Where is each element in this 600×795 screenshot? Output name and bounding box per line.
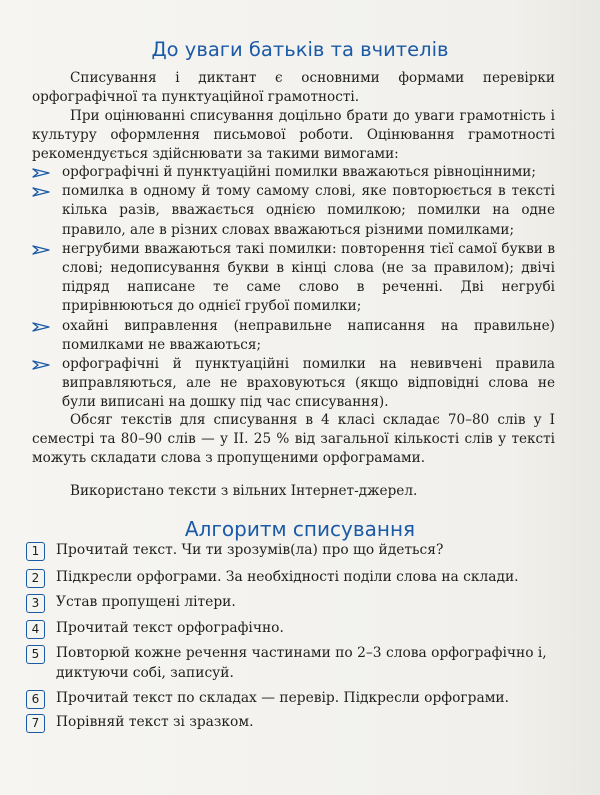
step-number-badge: 4 [26,620,45,639]
step-text: Прочитай текст. Чи ти зрозумів(ла) про що йдеться? [56,542,444,558]
list-item [26,568,556,588]
arrow-bullet-icon [32,245,50,255]
list-item [32,355,555,413]
algorithm-title: Алгоритм списування [184,517,416,541]
step-text: Повторюй кожне речення частинами по 2–3 слова орфографічно і, диктуючи собі, записуй. [56,645,547,681]
step-text: Устав пропущені літери. [56,594,236,611]
step-number-badge: 1 [26,542,45,561]
grading-rules-list [32,163,555,413]
list-item [26,593,556,613]
step-number-badge: 6 [26,690,45,709]
step-number-badge: 3 [26,594,45,613]
step-number-badge: 5 [26,645,45,664]
rule-text: орфографічні й пунктуаційні помилки вважаються рівноцінними; [62,164,536,180]
notice-paragraph-3: Обсяг текстів для списування в 4 класі складає 70–80 слів у I семестрі та 80–90 слів — у II. 25 % від загальної кількості слів у тексті можуть складати слова з пропущеними орфограмами. [32,412,555,467]
list-item [26,713,556,733]
arrow-bullet-icon [32,168,50,178]
rule-text: орфографічні й пунктуаційні помилки на невивчені правила виправляються, але не враховуються (якщо відповідні слова не були виписані на дошку під час списування). [62,356,555,411]
arrow-bullet-icon [32,187,50,197]
notice-paragraph-1: Списування і диктант є основними формами перевірки орфографічної та пунктуаційної грамотності. [32,70,555,106]
arrow-bullet-icon [32,360,50,370]
list-item [32,317,555,355]
step-text: Порівняй текст зі зразком. [56,714,254,731]
list-item [32,163,555,182]
list-item [26,541,556,561]
algorithm-steps-list [26,541,556,733]
list-item [32,240,555,317]
step-text: Прочитай текст орфографічно. [56,619,284,636]
notice-title: До уваги батьків та вчителів [151,38,449,61]
notice-paragraph-2: При оцінюванні списування доцільно брати до уваги грамотність і культуру оформлення письмової роботи. Оцінювання грамотності рекомендується здійснювати за такими вимогами: [32,108,555,163]
step-text: Прочитай текст по складах — перевір. Підкресли орфограми. [56,689,510,706]
sources-note: Використано тексти з вільних Інтернет-джерел. [70,483,418,499]
list-item [26,619,556,639]
arrow-bullet-icon [32,322,50,332]
rule-text: негрубими вважаються такі помилки: повторення тієї самої букви в слові; недописування букви в кінці слова (не за правилом); двічі підряд написане те саме слово в реченні. Дві негрубі прирівнюються до однієї грубої помилки; [62,240,555,315]
step-text: Підкресли орфограми. За необхідності поділи слова на склади. [56,568,519,585]
rule-text: охайні виправлення (неправильне написання на правильне) помилками не вважаються; [62,317,555,353]
list-item [32,182,555,240]
step-number-badge: 7 [26,714,45,733]
step-number-badge: 2 [26,569,45,588]
rule-text: помилка в одному й тому самому слові, яке повторюється в тексті кілька разів, вважається однією помилкою; помилки на одне правило, але в різних словах вважаються різними помилками; [62,183,555,238]
list-item [26,689,556,709]
list-item [26,644,556,683]
